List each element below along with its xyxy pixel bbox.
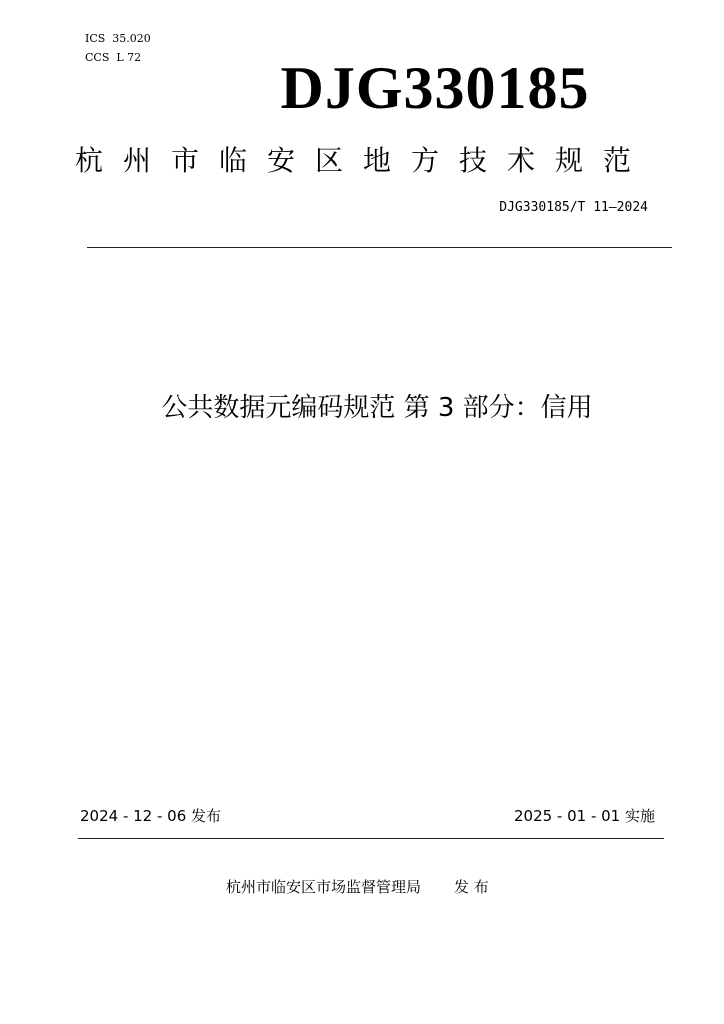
document-title: 公共数据元编码规范 第 3 部分：信用 xyxy=(161,393,593,423)
issuer-name: 杭州市临安区市场监督管理局 xyxy=(226,878,422,896)
issuer-line xyxy=(226,877,489,897)
standard-type-heading: 杭州市临安区地方技术规范 xyxy=(75,144,652,177)
implementation-date: 2025 - 01 - 01 实施 xyxy=(513,807,655,825)
issue-date: 2024 - 12 - 06 发布 xyxy=(80,807,222,825)
issue-label: 发 布 xyxy=(454,878,489,896)
ics-code: ICS 35.020 xyxy=(85,32,151,45)
bottom-divider xyxy=(78,838,664,839)
top-divider xyxy=(87,247,672,248)
standard-code-heading: DJG330185 xyxy=(280,55,590,121)
ccs-code: CCS L 72 xyxy=(85,51,142,64)
standard-number: DJG330185/T 11—2024 xyxy=(499,200,648,215)
